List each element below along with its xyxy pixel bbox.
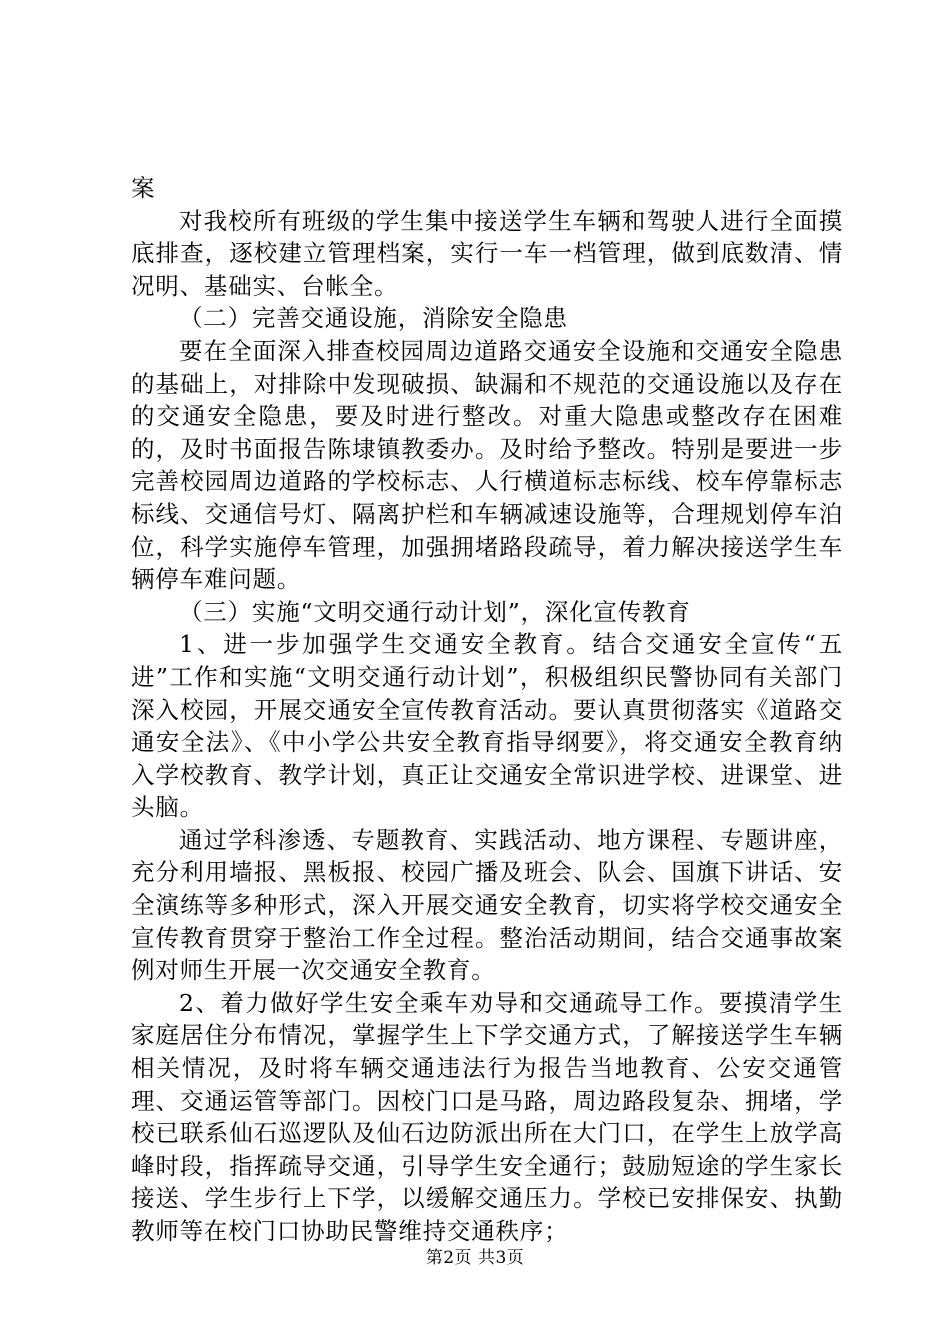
paragraph-guidance: 2、着力做好学生安全乘车劝导和交通疏导工作。要摸清学生家庭居住分布情况，掌握学生上下学交通方式，了解接送学生车辆相关情况，及时将车辆交通违法行为报告当地教育、公安交通管理、交通运管等部门。因校门口是马路，周边路段复杂、拥堵，学校已联系仙石巡逻队及仙石边防派出所在大门口，在学生上放学高峰时段，指挥疏导交通，引导学生安全通行；鼓励短途的学生家长接送、学生步行上下学，以缓解交通压力。学校已安排保安、执勤教师等在校门口协助民警维持交通秩序； <box>131 988 843 1245</box>
section-heading-2: （二）完善交通设施，消除安全隐患 <box>179 304 568 333</box>
page-footer: 第2页 共3页 <box>425 1248 525 1268</box>
paragraph-archive: 对我校所有班级的学生集中接送学生车辆和驾驶人进行全面摸底排查，逐校建立管理档案，实行一车一档管理，做到底数清、情况明、基础实、台帐全。 <box>131 206 843 300</box>
paragraph-education: 1、进一步加强学生交通安全教育。结合交通安全宣传“五进”工作和实施“文明交通行动计划”，积极组织民警协同有关部门深入校园，开展交通安全宣传教育活动。要认真贯彻落实《道路交通安全法》、《中小学公共安全教育指导纲要》，将交通安全教育纳入学校教育、教学计划，真正让交通安全常识进学校、进课堂、进头脑。 <box>131 630 843 822</box>
document-body <box>131 172 843 1248</box>
paragraph-facilities: 要在全面深入排查校园周边道路交通安全设施和交通安全隐患的基础上，对排除中发现破损、缺漏和不规范的交通设施以及存在的交通安全隐患，要及时进行整改。对重大隐患或整改存在困难的，及时书面报告陈埭镇教委办。及时给予整改。特别是要进一步完善校园周边道路的学校标志、人行横道标志标线、校车停靠标志标线、交通信号灯、隔离护栏和车辆减速设施等，合理规划停车泊位，科学实施停车管理，加强拥堵路段疏导，着力解决接送学生车辆停车难问题。 <box>131 336 843 594</box>
section-heading-3: （三）实施“文明交通行动计划”，深化宣传教育 <box>179 597 691 626</box>
paragraph-continuation: 案 <box>131 174 156 202</box>
paragraph-activities: 通过学科渗透、专题教育、实践活动、地方课程、专题讲座，充分利用墙报、黑板报、校园广播及班会、队会、国旗下讲话、安全演练等多种形式，深入开展交通安全教育，切实将学校交通安全宣传教育贯穿于整治工作全过程。整治活动期间，结合交通事故案例对师生开展一次交通安全教育。 <box>131 825 843 985</box>
